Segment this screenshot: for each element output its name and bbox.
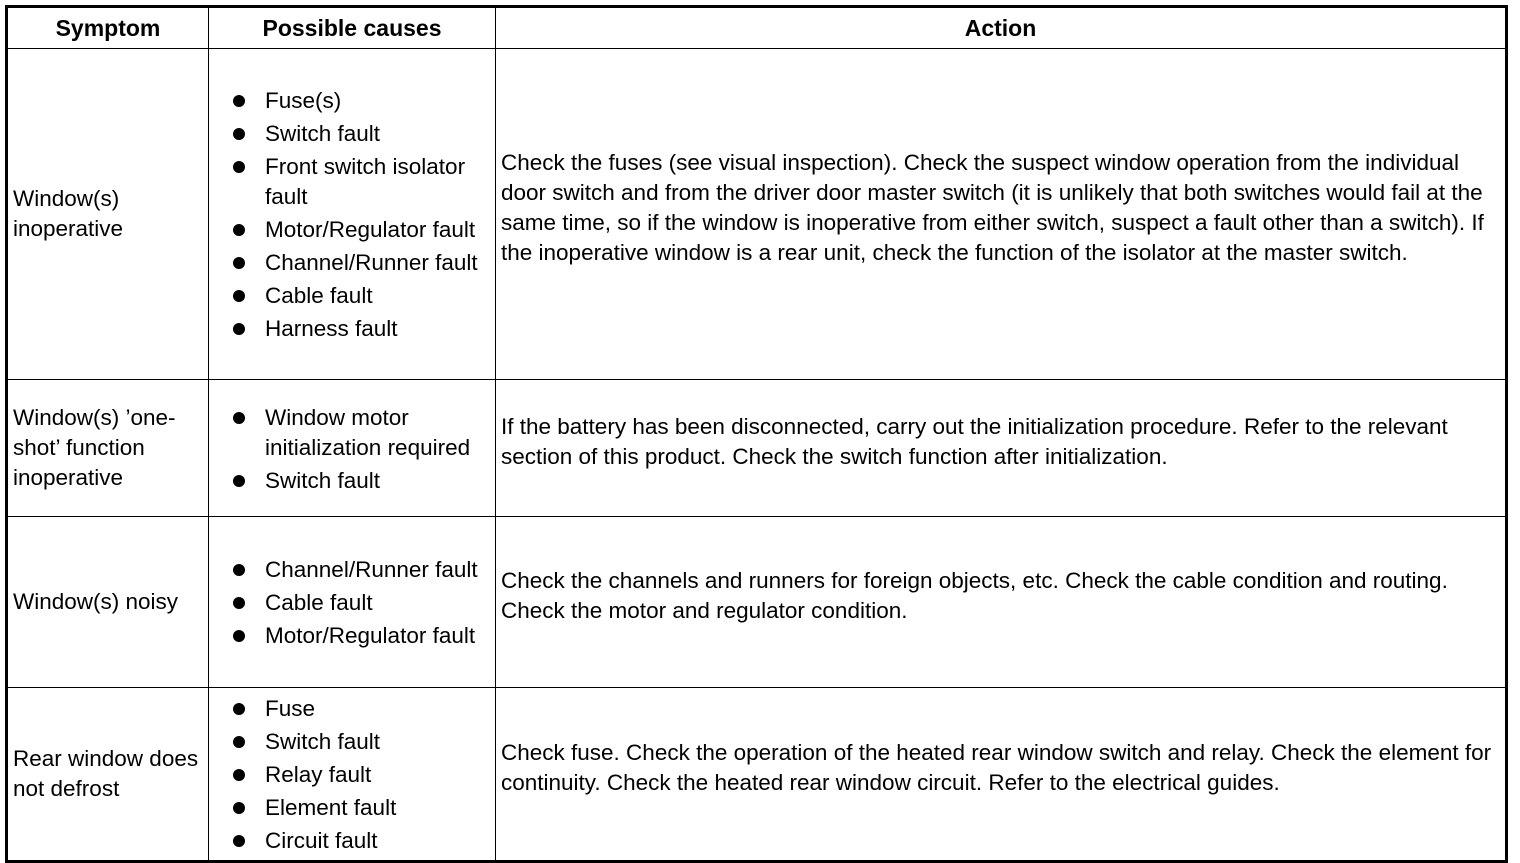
cause-text: Cable fault	[265, 283, 373, 308]
bullet-icon	[233, 290, 245, 302]
cause-text: Front switch isolator fault	[265, 154, 466, 209]
list-item	[209, 152, 491, 212]
bullet-icon	[233, 475, 245, 487]
header-possible-causes: Possible causes	[209, 7, 496, 49]
bullet-icon	[233, 630, 245, 642]
list-item	[209, 760, 491, 790]
bullet-icon	[233, 597, 245, 609]
cause-text: Channel/Runner fault	[265, 557, 478, 582]
list-item	[209, 215, 491, 245]
causes-cell	[209, 380, 496, 517]
cause-text: Harness fault	[265, 316, 398, 341]
list-item	[209, 403, 491, 463]
cause-text: Switch fault	[265, 467, 381, 493]
symptom-cell: Window(s) noisy	[7, 517, 209, 688]
symptom-cell: Window(s) inoperative	[7, 49, 209, 380]
action-cell: Check fuse. Check the operation of the heated rear window switch and relay. Check the element for continuity. Check the heated rear window circuit. Refer to the electrical guides.	[496, 688, 1507, 862]
cause-list	[209, 555, 491, 651]
cause-text: Relay fault	[265, 762, 372, 787]
bullet-icon	[233, 769, 245, 781]
cause-list	[209, 86, 491, 344]
list-item	[209, 727, 491, 757]
list-item	[209, 466, 491, 496]
bullet-icon	[233, 257, 245, 269]
list-item	[209, 621, 491, 651]
cause-text: Window motor initialization required	[265, 404, 471, 460]
bullet-icon	[233, 323, 245, 335]
cause-list	[209, 694, 491, 856]
bullet-icon	[233, 703, 245, 715]
list-item	[209, 694, 491, 724]
list-item	[209, 826, 491, 856]
header-symptom: Symptom	[7, 7, 209, 49]
cause-text: Fuse(s)	[265, 88, 342, 113]
cause-text: Element fault	[265, 795, 397, 820]
causes-cell	[209, 517, 496, 688]
bullet-icon	[233, 564, 245, 576]
bullet-icon	[233, 224, 245, 236]
symptom-cell: Rear window does not defrost	[7, 688, 209, 862]
cause-text: Switch fault	[265, 729, 381, 754]
cause-text: Switch fault	[265, 121, 381, 146]
list-item	[209, 314, 491, 344]
action-cell: If the battery has been disconnected, carry out the initialization procedure. Refer to the relevant section of this product. Check the switch function after initialization.	[496, 380, 1507, 517]
cause-text: Circuit fault	[265, 828, 378, 853]
header-action: Action	[496, 7, 1507, 49]
header-row	[7, 7, 1507, 49]
action-cell: Check the channels and runners for foreign objects, etc. Check the cable condition and routing. Check the motor and regulator condition.	[496, 517, 1507, 688]
causes-cell	[209, 688, 496, 862]
table-row	[7, 688, 1507, 862]
bullet-icon	[233, 835, 245, 847]
table-row	[7, 517, 1507, 688]
action-cell: Check the fuses (see visual inspection). Check the suspect window operation from the individual door switch and from the driver door master switch (it is unlikely that both switches would fail at the same time, so if the window is inoperative from either switch, suspect a fault other than a switch). If the inoperative window is a rear unit, check the function of the isolator at the master switch.	[496, 49, 1507, 380]
cause-text: Cable fault	[265, 590, 373, 615]
bullet-icon	[233, 736, 245, 748]
cause-text: Channel/Runner fault	[265, 250, 478, 275]
cause-text: Motor/Regulator fault	[265, 623, 476, 648]
diagnostic-table	[5, 5, 1508, 863]
cause-text: Fuse	[265, 696, 316, 721]
table-row	[7, 380, 1507, 517]
list-item	[209, 281, 491, 311]
bullet-icon	[233, 161, 245, 173]
table-row	[7, 49, 1507, 380]
list-item	[209, 248, 491, 278]
list-item	[209, 588, 491, 618]
list-item	[209, 793, 491, 823]
list-item	[209, 86, 491, 116]
causes-cell	[209, 49, 496, 380]
list-item	[209, 555, 491, 585]
bullet-icon	[233, 128, 245, 140]
bullet-icon	[233, 412, 245, 424]
bullet-icon	[233, 95, 245, 107]
bullet-icon	[233, 802, 245, 814]
list-item	[209, 119, 491, 149]
cause-text: Motor/Regulator fault	[265, 217, 476, 242]
symptom-cell: Window(s) ’one-shot’ function inoperative	[7, 380, 209, 517]
cause-list	[209, 403, 491, 496]
